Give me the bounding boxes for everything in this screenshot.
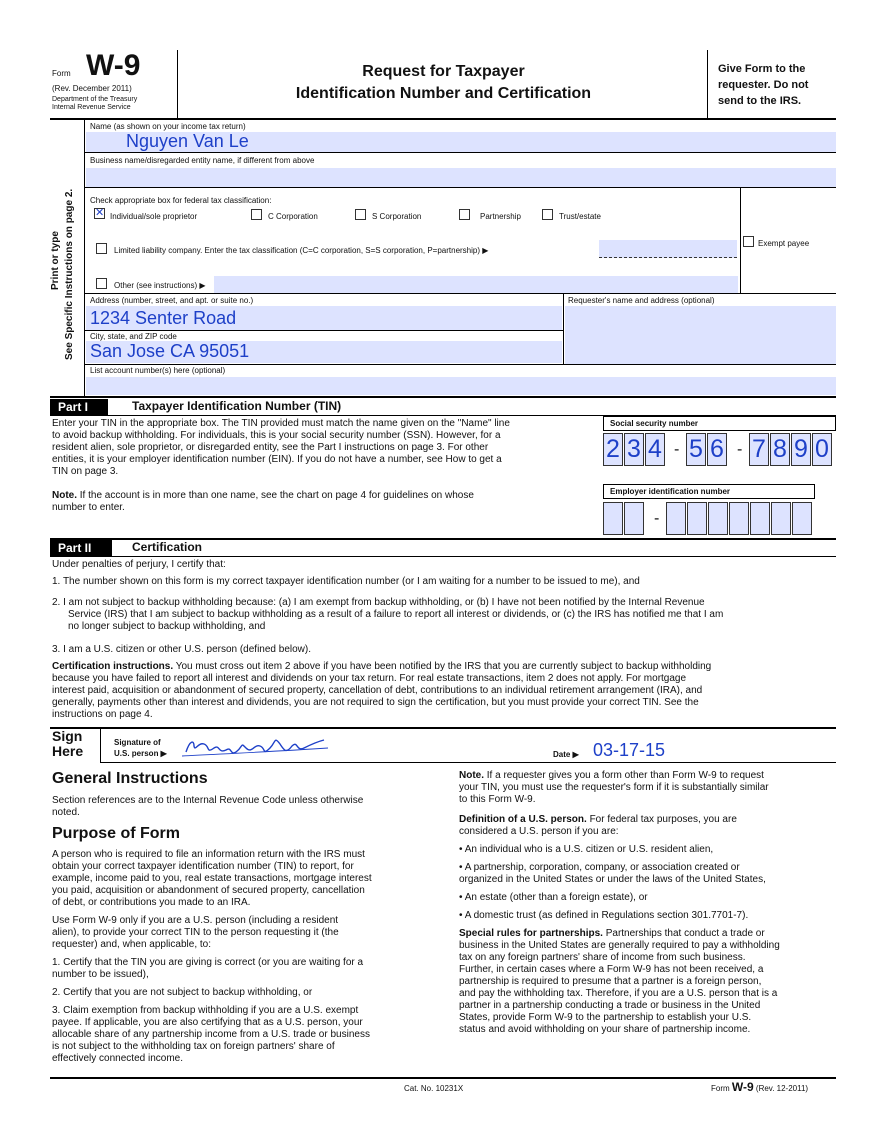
- ein-digit[interactable]: [708, 502, 728, 535]
- general-instructions-heading: General Instructions: [52, 770, 208, 787]
- cert-item-3: 3. I am a U.S. citizen or other U.S. person (defined below).: [52, 644, 312, 655]
- other-field[interactable]: [214, 276, 738, 293]
- ssn-dash: -: [674, 441, 680, 458]
- partnership-label: Partnership: [480, 212, 521, 221]
- ssn-digit[interactable]: 5: [686, 433, 706, 466]
- cert-instructions: Certification instructions. You must cross out item 2 above if you have been notified by the IRS that you are currently subject to backup withholding because you have failed to report all interest and dividends on your tax return. For real estate transactions, item 2 does not apply. For mortgage interest paid, acquisition or abandonment of secured property, cancellation of debt, contributions to an individual retirement arrangement (IRA), and generally, payments other than interest and dividends, you are not required to sign the certification, but you must provide your correct TIN. See the instructions on page 4.: [52, 661, 712, 720]
- requester-field[interactable]: [565, 306, 836, 364]
- name-label: Name (as shown on your income tax return): [90, 122, 246, 131]
- perjury-intro: Under penalties of perjury, I certify that:: [52, 559, 226, 570]
- ein-label: Employer identification number: [610, 487, 731, 496]
- give-form-notice: Give Form to the requester. Do not send to the IRS.: [718, 63, 809, 107]
- ein-dash: -: [654, 510, 660, 527]
- classification-label: Check appropriate box for federal tax classification:: [90, 196, 272, 205]
- part1-instructions: Enter your TIN in the appropriate box. The TIN provided must match the name given on the "Name" line to avoid backup withholding. For individuals, this is your social security number (SSN). However, for a resident alien, sole proprietor, or disregarded entity, see the Part I instructions on page 3. For other entities, it is your employer identification number (EIN). If you do not have a number, see How to get a TIN on page 3.: [52, 418, 510, 477]
- ssn-dash: -: [737, 441, 743, 458]
- form-word: Form: [52, 69, 71, 78]
- date-value[interactable]: 03-17-15: [593, 740, 666, 760]
- ein-digit[interactable]: [792, 502, 812, 535]
- llc-label: Limited liability company. Enter the tax classification (C=C corporation, S=S corporation, P=partnership) ▶: [114, 246, 489, 255]
- ein-digit[interactable]: [687, 502, 707, 535]
- ssn-digit[interactable]: 8: [770, 433, 790, 466]
- department: Department of the Treasury: [52, 96, 138, 103]
- business-label: Business name/disregarded entity name, if different from above: [90, 156, 315, 165]
- see-instructions-label: See Specific Instructions on page 2.: [64, 188, 75, 360]
- s-corp-checkbox[interactable]: [355, 209, 366, 220]
- part2-label: Part II: [50, 540, 112, 556]
- ssn-digit[interactable]: 3: [624, 433, 644, 466]
- city-value: San Jose CA 95051: [90, 341, 250, 361]
- catalog-number: Cat. No. 10231X: [404, 1084, 464, 1093]
- ein-digit[interactable]: [771, 502, 791, 535]
- form-name: W-9: [86, 49, 141, 82]
- other-checkbox[interactable]: [96, 278, 107, 289]
- name-value: Nguyen Van Le: [126, 131, 249, 151]
- business-name-field[interactable]: [86, 168, 836, 187]
- llc-checkbox[interactable]: [96, 243, 107, 254]
- address-field[interactable]: [86, 306, 562, 330]
- individual-checkbox[interactable]: [94, 208, 105, 219]
- part1-label: Part I: [50, 399, 108, 415]
- individual-label: Individual/sole proprietor: [110, 212, 198, 221]
- signature-scribble: [178, 734, 333, 760]
- exempt-payee-checkbox[interactable]: [743, 236, 754, 247]
- form-title-line2: Identification Number and Certification: [295, 85, 592, 102]
- c-corp-label: C Corporation: [268, 212, 318, 221]
- ssn-digit[interactable]: 2: [603, 433, 623, 466]
- signature-label: Signature of U.S. person ▶: [114, 738, 167, 758]
- revision-date: (Rev. December 2011): [52, 84, 132, 93]
- trust-label: Trust/estate: [559, 212, 601, 221]
- us-person-definition: Definition of a U.S. person. For federal tax purposes, you are considered a U.S. person if you are: • An individual who is a U.S. citizen or U.S. resident alien, • A partnership, corporation, company, or association created or organized in the United States or under the laws of the United States, • An estate (other than a foreign estate), or • A domestic trust (as defined in Regulations section 301.7701-7).: [459, 814, 766, 921]
- ein-digit[interactable]: [750, 502, 770, 535]
- date-label: Date ▶: [553, 750, 579, 759]
- ein-digit[interactable]: [666, 502, 686, 535]
- ein-digit[interactable]: [624, 502, 644, 535]
- address-value: 1234 Senter Road: [90, 308, 237, 328]
- cert-item-1: 1. The number shown on this form is my correct taxpayer identification number (or I am waiting for a number to be issued to me), and: [52, 576, 640, 587]
- requester-label: Requester's name and address (optional): [568, 296, 715, 305]
- form-title-line1: Request for Taxpayer: [362, 63, 525, 80]
- sign-here-label: Sign Here: [52, 728, 84, 759]
- footer-form-id: Form W-9 (Rev. 12-2011): [711, 1080, 809, 1094]
- address-label: Address (number, street, and apt. or suite no.): [90, 296, 254, 305]
- ssn-label: Social security number: [610, 419, 699, 428]
- ssn-digit[interactable]: 6: [707, 433, 727, 466]
- ein-digit[interactable]: [729, 502, 749, 535]
- trust-checkbox[interactable]: [542, 209, 553, 220]
- ein-digit[interactable]: [603, 502, 623, 535]
- part1-note: Note. If the account is in more than one name, see the chart on page 4 for guidelines on whose number to enter.: [52, 490, 474, 513]
- print-or-type-label: Print or type: [50, 231, 61, 290]
- part1-title: Taxpayer Identification Number (TIN): [132, 399, 342, 413]
- exempt-payee-label: Exempt payee: [758, 239, 810, 248]
- llc-classification-field[interactable]: [599, 240, 737, 258]
- part2-title: Certification: [132, 540, 203, 554]
- account-label: List account number(s) here (optional): [90, 366, 226, 375]
- general-instructions-text: Section references are to the Internal Revenue Code unless otherwise noted.: [52, 795, 364, 818]
- cert-item-2: 2. I am not subject to backup withholding because: (a) I am exempt from backup withholding, or (b) I have not been notified by the Internal Revenue Service (IRS) that I am subject to backup withholding as a result of a failure to report all interest or dividends, or (c) the IRS has notified me that I am no longer subject to backup withholding, and: [52, 597, 724, 632]
- signature-field[interactable]: [178, 734, 333, 758]
- partnership-rules: Special rules for partnerships. Partnerships that conduct a trade or business in the United States are generally required to pay a withholding tax on any foreign partners' share of income from such business. Further, in certain cases where a Form W-9 has not been received, a partnership is required to presume that a partner is a foreign person, and pay the withholding tax. Therefore, if you are a U.S. person that is a partner in a partnership conducting a trade or business in the United States, provide Form W-9 to the partnership to establish your U.S. status and avoid withholding on your share of partnership income.: [459, 928, 780, 1035]
- ssn-digit[interactable]: 9: [791, 433, 811, 466]
- name-field[interactable]: [86, 132, 836, 152]
- purpose-heading: Purpose of Form: [52, 825, 181, 842]
- city-label: City, state, and ZIP code: [90, 332, 177, 341]
- purpose-text: A person who is required to file an information return with the IRS must obtain your correct taxpayer identification number (TIN) to report, for example, income paid to you, real estate transactions, mortgage interest you paid, acquisition or abandonment of secured property, cancellation of debt, or contributions you made to an IRA. Use Form W-9 only if you are a U.S. person (including a resident alien), to provide your correct TIN to the person requesting it (the requester) and, when applicable, to: 1. Certify that the TIN you are giving is correct (or you are waiting for a number to be issued), 2. Certify that you are not subject to backup withholding, or 3. Claim exemption from backup withholding if you are a U.S. exempt payee. If applicable, you are also certifying that as a U.S. person, your allocable share of any partnership income from a U.S. trade or business is not subject to the withholding tax on foreign partners' share of effectively connected income.: [52, 849, 372, 1064]
- c-corp-checkbox[interactable]: [251, 209, 262, 220]
- ssn-digit[interactable]: 4: [645, 433, 665, 466]
- partnership-checkbox[interactable]: [459, 209, 470, 220]
- ssn-digit[interactable]: 7: [749, 433, 769, 466]
- city-field[interactable]: [86, 341, 562, 363]
- s-corp-label: S Corporation: [372, 212, 422, 221]
- irs-name: Internal Revenue Service: [52, 104, 131, 111]
- other-label: Other (see instructions) ▶: [114, 281, 206, 290]
- ssn-digit[interactable]: 0: [812, 433, 832, 466]
- requester-note: Note. If a requester gives you a form other than Form W-9 to request your TIN, you must use the requester's form if it is substantially similar to this Form W-9.: [459, 770, 769, 805]
- account-field[interactable]: [86, 377, 836, 395]
